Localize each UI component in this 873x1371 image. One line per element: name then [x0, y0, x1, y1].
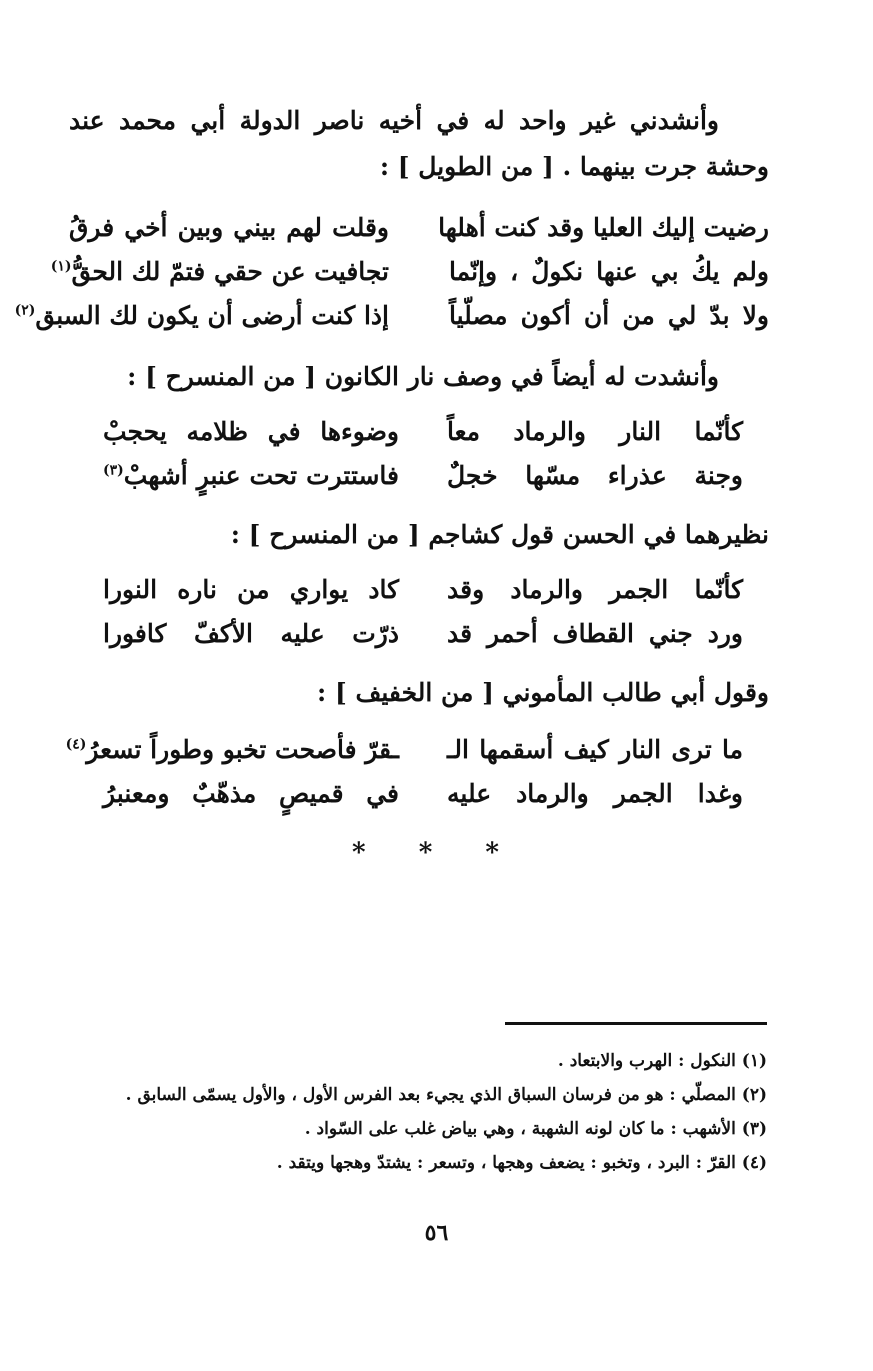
footnote-item: (٢) المصلّي : هو من فرسان السباق الذي يجيء بعد الفرس الأول ، والأول يسمّى السابق .	[125, 1085, 767, 1105]
intro4-paragraph: وقول أبي طالب المأموني [ من الخفيف ] :	[317, 678, 769, 707]
footnote-item: (١) النكول : الهرب والابتعاد .	[557, 1051, 767, 1071]
intro3-paragraph: نظيرهما في الحسن قول كشاجم [ من المنسرح ] :	[230, 520, 769, 549]
poem-khafif	[65, 728, 743, 816]
first-hemistich: وجنة عذراء مسّها خجلٌ	[447, 461, 743, 490]
footnote-marker: (١)	[50, 258, 72, 275]
second-hemistich: وضوءها في ظلامه يحجبْ	[103, 417, 399, 446]
second-hemistich: كاد يواري من ناره النورا	[103, 575, 399, 604]
second-hemistich: ذرّت عليه الأكفّ كافورا	[103, 619, 399, 648]
verse-line	[69, 206, 769, 250]
intro2-paragraph: وأنشدت له أيضاً في وصف نار الكانون [ من المنسرح ] :	[127, 362, 719, 391]
footnote-divider	[505, 1022, 767, 1025]
first-hemistich: ولا بدّ لي من أن أكون مصلّياً	[449, 301, 769, 330]
poem-tawil	[14, 206, 769, 338]
verse-line	[14, 294, 769, 338]
page-number: ٥٦	[424, 1220, 449, 1246]
verse-line	[103, 612, 743, 656]
first-hemistich: ما ترى النار كيف أسقمها الـ	[447, 735, 743, 764]
poem-munsarih-2	[103, 568, 743, 656]
second-hemistich: ـقرّ فأصحت تخبو وطوراً تسعرُ$^{(٤)}$	[65, 735, 399, 764]
footnotes	[67, 1044, 767, 1180]
verse-line	[103, 410, 743, 454]
verse-line	[50, 250, 769, 294]
second-hemistich: وقلت لهم بيني وبين أخي فرقُ	[69, 213, 389, 242]
footnote-marker: (٤)	[65, 736, 87, 753]
second-hemistich: تجافيت عن حقي فتمّ لك الحقُّ$^{(١)}$	[50, 257, 389, 286]
footnote-marker: (٢)	[14, 302, 36, 319]
verse-line	[103, 568, 743, 612]
section-separator: * * *	[352, 838, 521, 868]
poem-munsarih-1	[103, 410, 743, 498]
footnote-marker: (٣)	[103, 462, 124, 479]
verse-line	[103, 772, 743, 816]
intro-paragraph: وأنشدني غير واحد له في أخيه ناصر الدولة أبي محمد عند وحشة جرت بينهما . [ من الطويل ] :	[69, 106, 769, 181]
second-hemistich: فاستترت تحت عنبرٍ أشهبْ$^{(٣)}$	[103, 461, 399, 490]
first-hemistich: ولم يكُ بي عنها نكولٌ ، وإنّما	[449, 257, 769, 286]
first-hemistich: وغدا الجمر والرماد عليه	[447, 779, 743, 808]
verse-line	[65, 728, 743, 772]
first-hemistich: ورد جني القطاف أحمر قد	[447, 619, 743, 648]
first-hemistich: رضيت إليك العليا وقد كنت أهلها	[438, 213, 769, 242]
first-hemistich: كأنّما النار والرماد معاً	[447, 417, 743, 446]
footnote-item: (٤) القرّ : البرد ، وتخبو : يضعف وهجها ، وتسعر : يشتدّ وهجها ويتقد .	[276, 1153, 767, 1173]
second-hemistich: إذا كنت أرضى أن يكون لك السبق$^{(٢)}$	[14, 301, 389, 330]
first-hemistich: كأنّما الجمر والرماد وقد	[447, 575, 743, 604]
second-hemistich: في قميصٍ مذهّبٌ ومعنبرُ	[103, 779, 399, 808]
footnote-item: (٣) الأشهب : ما كان لونه الشهبة ، وهي بياض غلب على السّواد .	[304, 1119, 767, 1139]
verse-line	[103, 454, 743, 498]
